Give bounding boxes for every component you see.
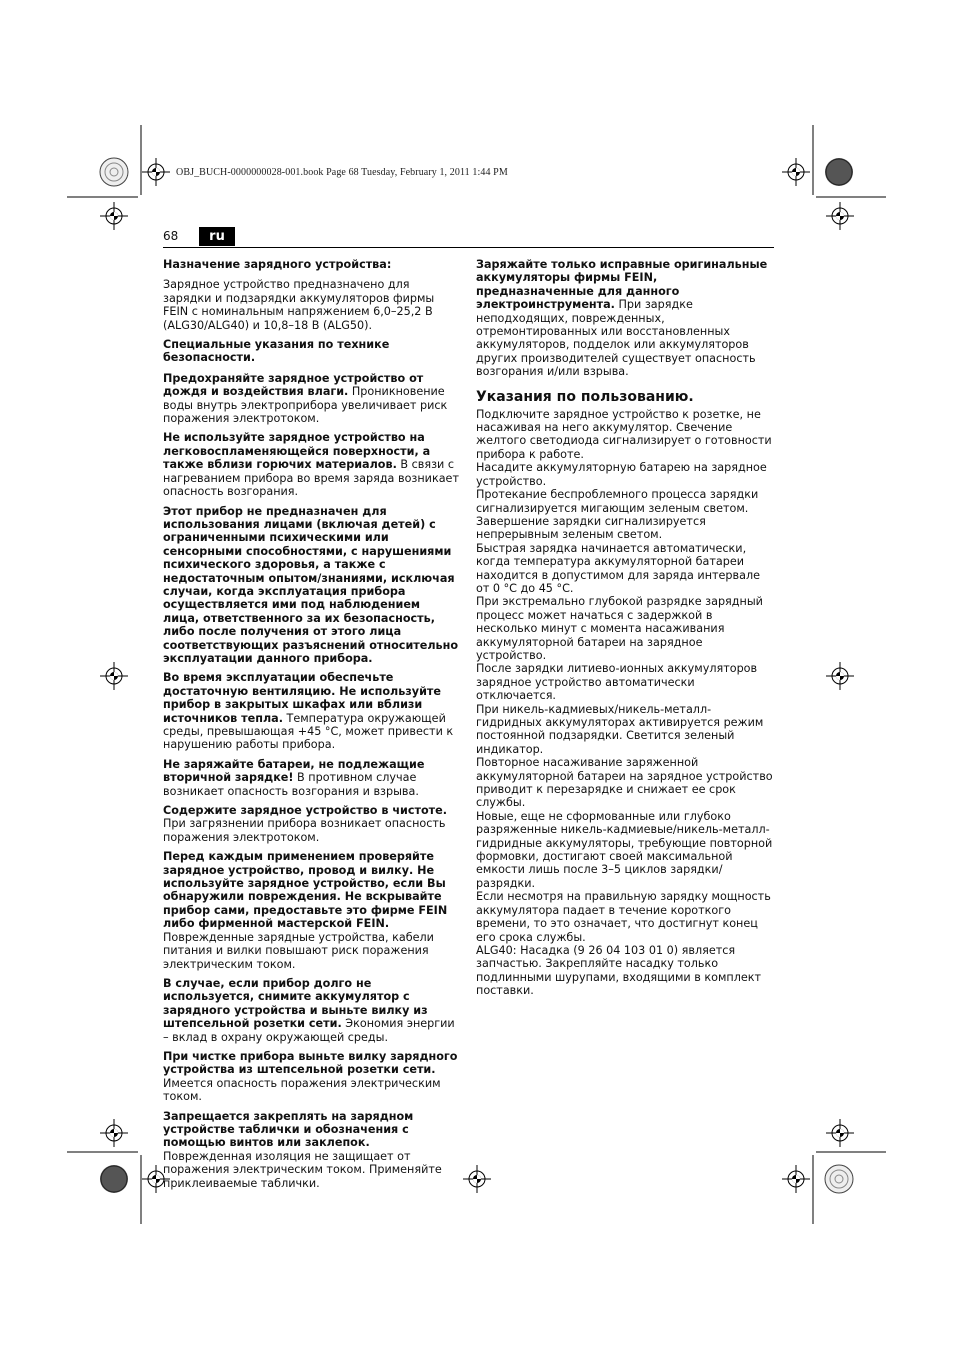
instruction-paragraph xyxy=(476,595,774,662)
instruction-paragraph xyxy=(476,408,774,462)
body-text: Поврежденная изоляция не защищает от поражения электрическим током. Применяйте приклеиваемые таблички. xyxy=(163,1149,442,1190)
bold-lead-text: Перед каждым применением проверяйте зарядное устройство, провод и вилку. Не используйте зарядное устройство, если Вы обнаружили повреждения. Не вскрывайте прибор сами, предоставьте это фирме FEIN либо фирменной мастерской FEIN. xyxy=(163,850,448,931)
section-heading: Специальные указания по технике безопасности. xyxy=(163,338,390,365)
safety-paragraph xyxy=(163,372,459,426)
safety-paragraph xyxy=(163,1110,459,1190)
instruction-paragraph xyxy=(476,756,774,810)
bold-lead-text: Запрещается закреплять на зарядном устройстве таблички и обозначения с помощью винтов или заклепок. xyxy=(163,1109,414,1150)
bold-lead-text: При чистке прибора выньте вилку зарядного устройства из штепсельной розетки сети. xyxy=(163,1049,458,1077)
safety-paragraph xyxy=(476,258,774,379)
instruction-paragraph xyxy=(476,488,774,515)
header-rule xyxy=(163,247,774,248)
bold-lead-text: Предохраняйте зарядное устройство от дождя и воздействия влаги. xyxy=(163,371,424,399)
body-text: При экстремально глубокой разрядке зарядный процесс может начаться с задержкой в несколько минут с момента насаживания аккумуляторной батареи на зарядное устройство. xyxy=(476,595,763,662)
safety-paragraph xyxy=(163,804,459,844)
body-text: Повторное насаживание заряженной аккумуляторной батареи на зарядное устройство приводит к перезарядке и снижает ее срок службы. xyxy=(476,756,773,810)
body-text: Проникновение воды внутрь электроприбора увеличивает риск поражения электротоком. xyxy=(163,385,448,426)
body-text: Быстрая зарядка начинается автоматически, когда температура аккумуляторной батареи находится в допустимом для заряда интервале от 0 °C до 45 °C. xyxy=(476,541,761,595)
body-text: Новые, еще не сформованные или глубоко разряженные никель-кадмиевые/никель-металл-гидридные аккумуляторы, требующие повторной формовки, достигают своей максимальной емкости лишь после 3–5 циклов зарядки/разрядки. xyxy=(476,809,773,890)
body-text: Подключите зарядное устройство к розетке, не насаживая на него аккумулятор. Свечение желтого светодиода сигнализирует о готовности прибора к работе. xyxy=(476,407,772,461)
safety-paragraph xyxy=(163,1050,459,1104)
instruction-paragraph xyxy=(476,542,774,596)
instruction-paragraph xyxy=(476,810,774,890)
safety-paragraph xyxy=(163,758,459,798)
left-column xyxy=(163,258,459,1196)
safety-paragraph xyxy=(163,977,459,1044)
body-text: Если несмотря на правильную зарядку мощность аккумулятора падает в течение короткого времени, то это означает, что достигнут конец его срока службы. xyxy=(476,890,771,944)
body-text: В связи с нагреванием прибора во время заряда возникает опасность возгорания. xyxy=(163,458,459,499)
bold-lead-text: Не заряжайте батареи, не подлежащие вторичной зарядке! xyxy=(163,757,425,785)
language-tab: ru xyxy=(199,227,235,246)
body-text: Зарядное устройство предназначено для зарядки и подзарядки аккумуляторов фирмы FEIN с номинальным напряжением 6,0–25,2 В (ALG30/ALG40) и 10,8–18 В (ALG50). xyxy=(163,278,435,332)
body-text: ALG40: Насадка (9 26 04 103 01 0) является запчастью. Закрепляйте насадку только подлинными шурупами, входящими в комплект поставки. xyxy=(476,943,762,998)
safety-paragraph xyxy=(163,278,459,332)
body-text: Завершение зарядки сигнализируется непрерывным зеленым светом. xyxy=(476,514,706,542)
body-text: При никель-кадмиевых/никель-металл-гидридных аккумуляторах активируется режим постоянной подзарядки. Светится зеленый индикатор. xyxy=(476,702,764,756)
body-text: Насадите аккумуляторную батарею на зарядное устройство. xyxy=(476,461,767,488)
bold-lead-text: В случае, если прибор долго не используется, снимите аккумулятор с зарядного устройства и выньте вилку из штепсельной розетки сети. xyxy=(163,976,428,1031)
section-heading: Назначение зарядного устройства: xyxy=(163,258,392,271)
body-text: Экономия энергии – вклад в охрану окружающей среды. xyxy=(163,1017,455,1044)
body-text: Поврежденные зарядные устройства, кабели питания и вилки повышают риск поражения электрическим током. xyxy=(163,930,434,971)
page-number: 68 xyxy=(163,229,179,243)
safety-paragraph xyxy=(163,431,459,498)
body-text: Имеется опасность поражения электрическим током. xyxy=(163,1076,441,1104)
bold-lead-text: Во время эксплуатации обеспечьте достаточную вентиляцию. Не используйте прибор в закрытых шкафах или вблизи источников тепла. xyxy=(163,671,441,725)
bold-lead-text: Содержите зарядное устройство в чистоте. xyxy=(163,804,447,818)
instruction-paragraph xyxy=(476,703,774,757)
safety-paragraph xyxy=(163,505,459,666)
instruction-paragraph xyxy=(476,515,774,542)
body-text: Температура окружающей среды, превышающая +45 °C, может привести к нарушению работы прибора. xyxy=(163,711,454,752)
body-text: Протекание беспроблемного процесса зарядки сигнализируется мигающим зеленым светом. xyxy=(476,488,759,515)
right-column xyxy=(476,258,774,998)
bold-lead-text: Этот прибор не предназначен для использования лицами (включая детей) с ограниченными психическими или сенсорными способностями, с нарушениями психического здоровья, а также с недостаточным опытом/знаниями, исключая случаи, когда эксплуатация прибора осуществляется ими под наблюдением лица, ответственного за их безопасность, либо после получения от этого лица соответствующих разъяснений относительно эксплуатации данного прибора. xyxy=(163,504,459,665)
bold-lead-text: Заряжайте только исправные оригинальные аккумуляторы фирмы FEIN, предназначенные для данного электроинструмента. xyxy=(476,258,768,312)
body-text: В противном случае возникает опасность возгорания и взрыва. xyxy=(163,771,419,798)
body-text: При зарядке неподходящих, поврежденных, отремонтированных или восстановленных аккумуляторов, подделок или аккумуляторов других производителей существует опасность возгорания и/или взрыва. xyxy=(476,298,756,379)
body-text: При загрязнении прибора возникает опасность поражения электротоком. xyxy=(163,817,446,844)
body-text: После зарядки литиево-ионных аккумуляторов зарядное устройство автоматически отключается. xyxy=(476,662,758,703)
safety-paragraph xyxy=(163,850,459,971)
instruction-paragraph xyxy=(476,944,774,998)
instruction-paragraph xyxy=(476,662,774,702)
safety-paragraph xyxy=(163,671,459,751)
bold-lead-text: Не используйте зарядное устройство на легковоспламеняющейся поверхности, а также вблизи горючих материалов. xyxy=(163,431,431,472)
instruction-paragraph xyxy=(476,461,774,488)
section-heading: Указания по пользованию. xyxy=(476,388,694,405)
instruction-paragraph xyxy=(476,890,774,944)
print-slug: OBJ_BUCH-0000000028-001.book Page 68 Tuesday, February 1, 2011 1:44 PM xyxy=(176,167,508,178)
